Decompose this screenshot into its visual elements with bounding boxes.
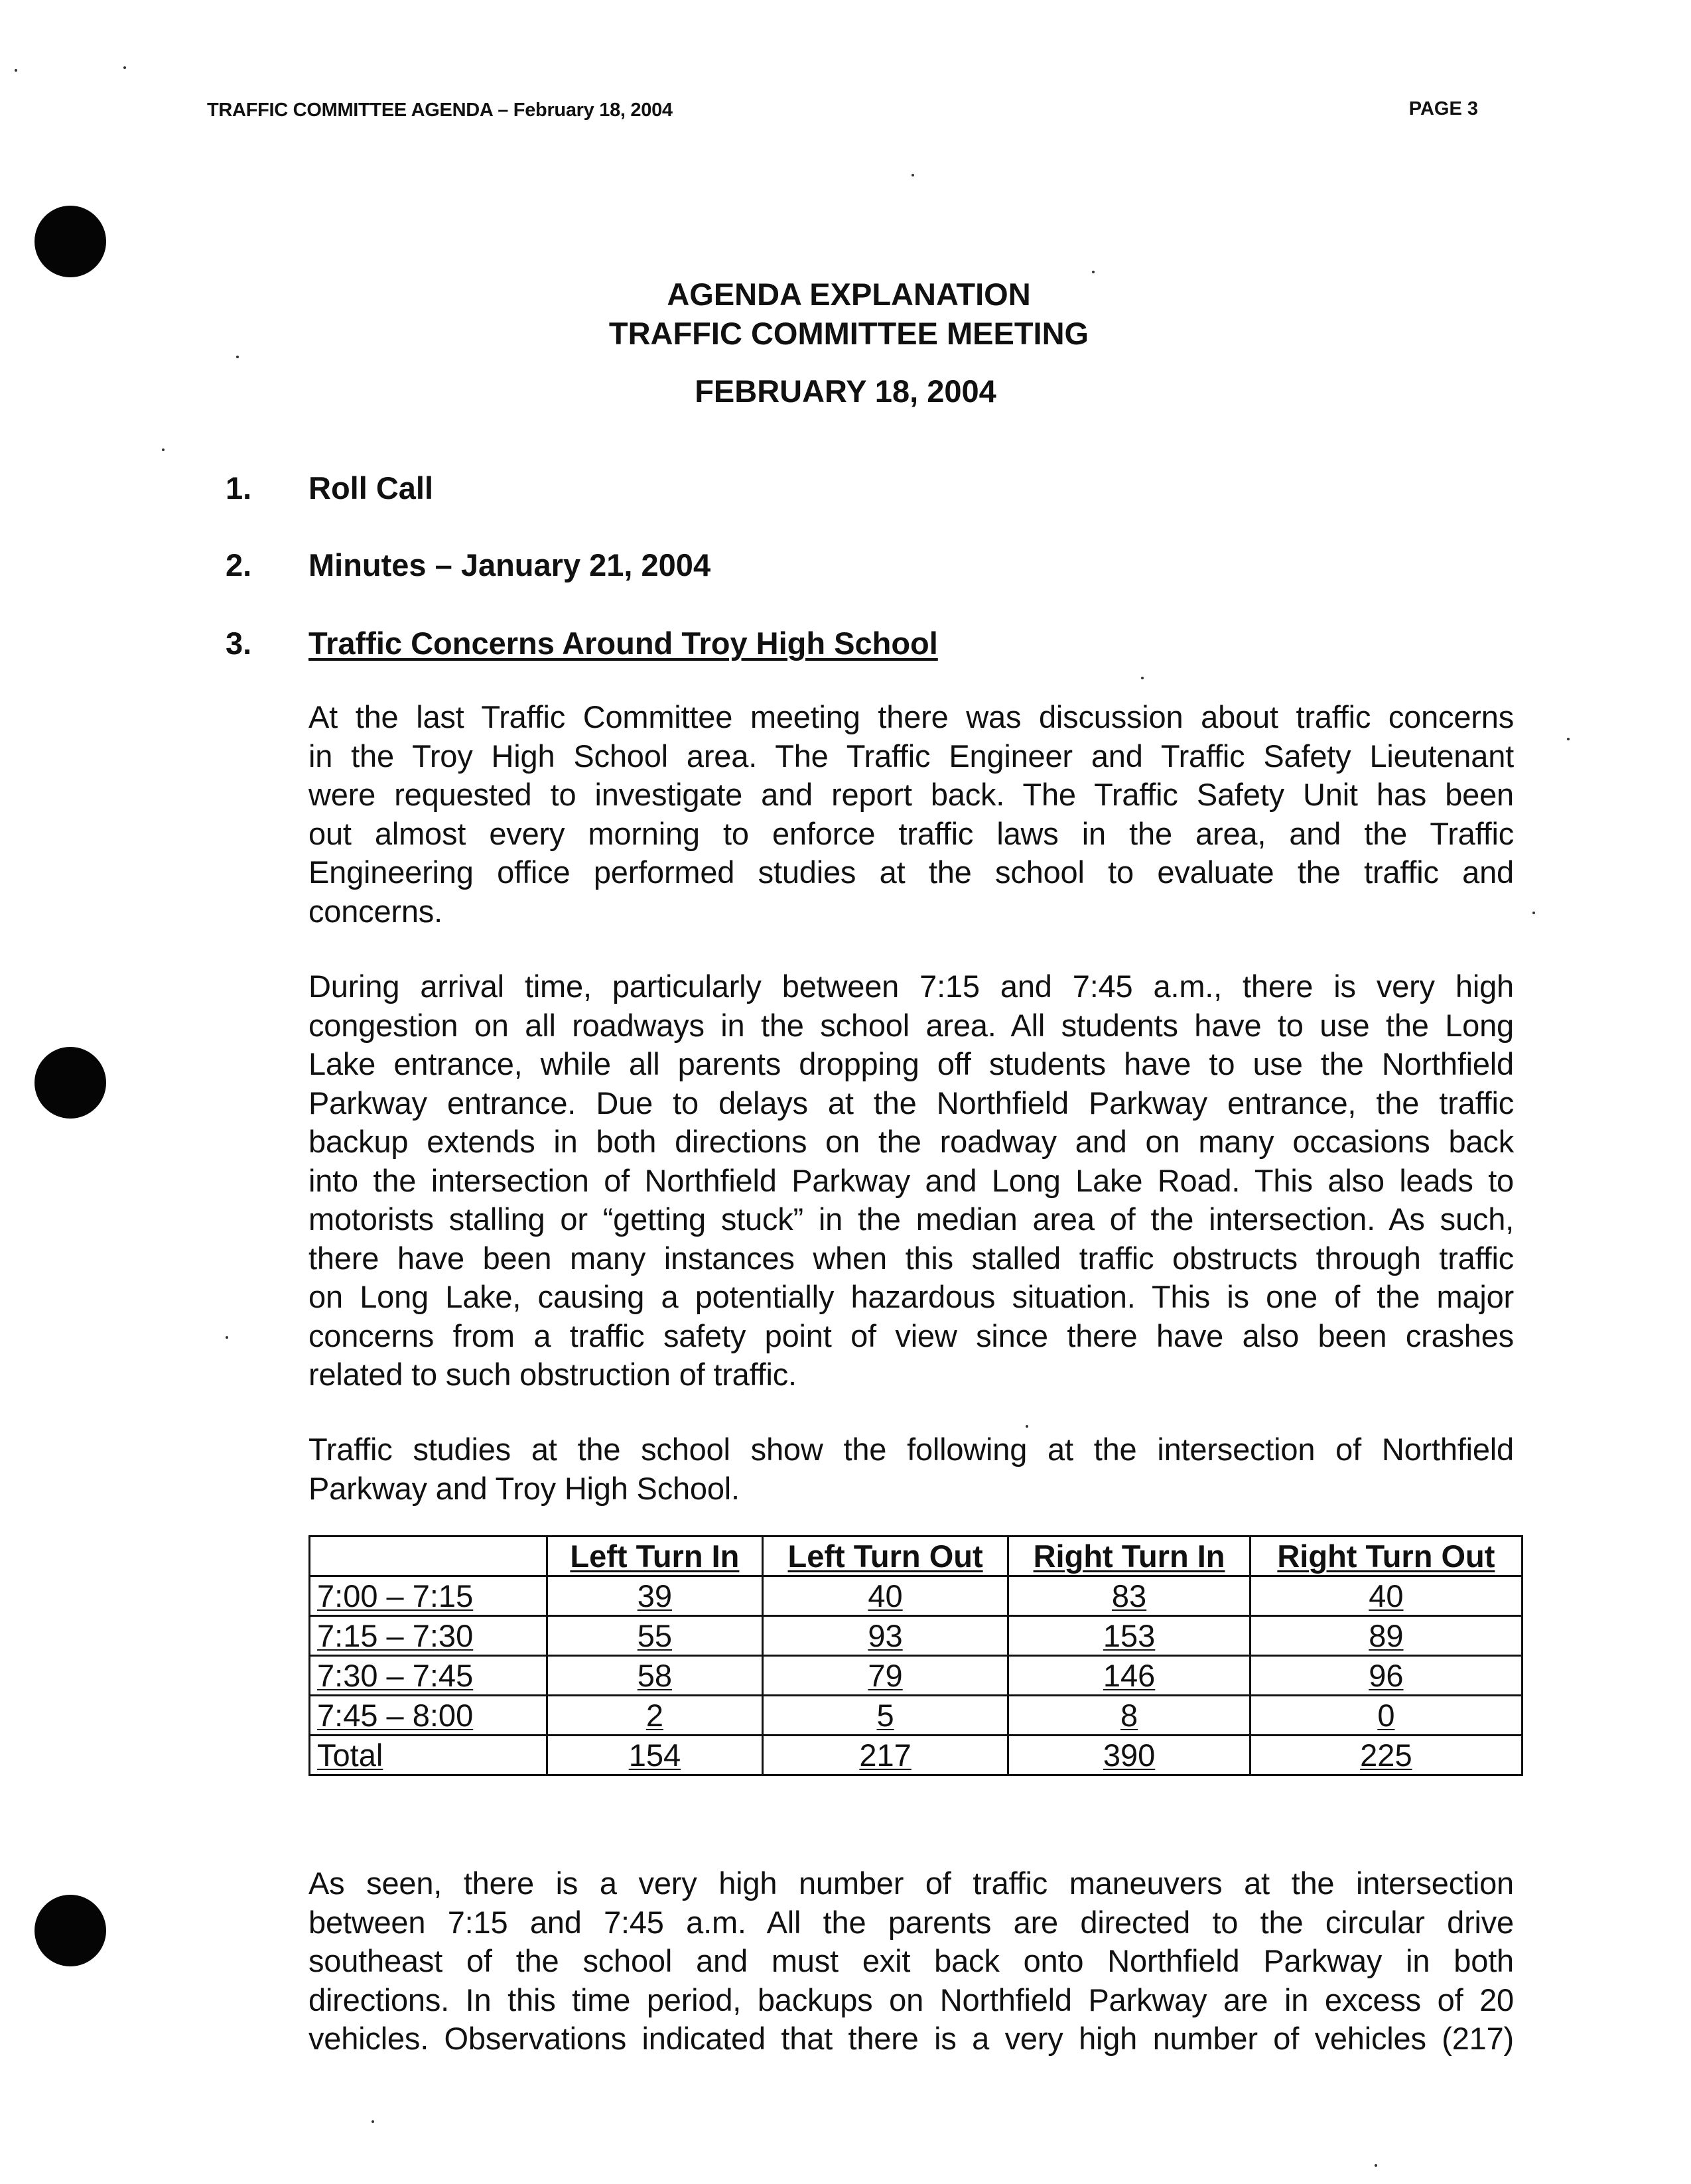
text-line: congestion on all roadways in the school area. All students have to use the Long: [308, 1007, 1514, 1043]
table-row: [310, 1696, 1522, 1736]
table-cell: 8: [1008, 1696, 1250, 1736]
text-line: concerns from a traffic safety point of view since there have also been crashes: [308, 1318, 1514, 1353]
text-line: Parkway entrance. Due to delays at the Northfield Parkway entrance, the traffic: [308, 1085, 1514, 1121]
text-line: on Long Lake, causing a potentially hazardous situation. This is one of the major: [308, 1279, 1514, 1314]
scan-speck: [912, 174, 914, 176]
text-line: As seen, there is a very high number of traffic maneuvers at the intersection: [308, 1866, 1514, 1901]
binder-hole-top: [34, 206, 106, 277]
paragraph-traffic-studies: [308, 1430, 1514, 1508]
item-number: 2.: [226, 547, 252, 582]
table-header-left-turn-out: Left Turn Out: [762, 1536, 1008, 1576]
table-header-blank: [310, 1536, 547, 1576]
item-label: Minutes – January 21, 2004: [308, 547, 711, 582]
paragraph-maneuvers: [308, 1864, 1514, 2059]
paragraph-investigation: [308, 698, 1514, 931]
scan-speck: [1567, 738, 1570, 740]
table-header-right-turn-in: Right Turn In: [1008, 1536, 1250, 1576]
text-line: At the last Traffic Committee meeting there was discussion about traffic concerns: [308, 699, 1514, 734]
running-header: TRAFFIC COMMITTEE AGENDA – February 18, 2004: [207, 100, 673, 121]
table-cell: 5: [762, 1696, 1008, 1736]
table-cell: 39: [547, 1576, 763, 1616]
binder-hole-middle: [34, 1047, 106, 1119]
table-cell: 225: [1250, 1736, 1522, 1775]
text-line: in the Troy High School area. The Traffic Engineer and Traffic Safety Lieutenant: [308, 738, 1514, 774]
table-header-left-turn-in: Left Turn In: [547, 1536, 763, 1576]
scan-speck: [1375, 2164, 1377, 2167]
item-number: 1.: [226, 470, 252, 506]
table-header-right-turn-out: Right Turn Out: [1250, 1536, 1522, 1576]
text-line: into the intersection of Northfield Parkway and Long Lake Road. This also leads to: [308, 1162, 1514, 1198]
paragraph-arrival-congestion: [308, 967, 1514, 1395]
table-cell: 55: [547, 1616, 763, 1656]
text-line: were requested to investigate and report back. The Traffic Safety Unit has been: [308, 777, 1514, 812]
title-line-1: AGENDA EXPLANATION: [667, 277, 1031, 312]
table-cell: 0: [1250, 1696, 1522, 1736]
scan-speck: [123, 66, 126, 69]
document-title: [0, 275, 1691, 353]
scan-speck: [226, 1336, 228, 1339]
table-cell: 217: [762, 1736, 1008, 1775]
scan-speck: [372, 2120, 374, 2123]
table-row: [310, 1616, 1522, 1656]
text-line: Lake entrance, while all parents dropping off students have to use the Northfield: [308, 1046, 1514, 1081]
table-cell-period: 7:30 – 7:45: [310, 1656, 547, 1696]
text-line: Traffic studies at the school show the following at the intersection of Northfield: [308, 1432, 1514, 1467]
table-cell: 96: [1250, 1656, 1522, 1696]
table-cell-period: 7:00 – 7:15: [310, 1576, 547, 1616]
item-label: Roll Call: [308, 470, 434, 506]
binder-hole-bottom: [34, 1895, 106, 1966]
table-cell: 390: [1008, 1736, 1250, 1775]
scan-speck: [236, 356, 239, 358]
text-line: concerns.: [308, 893, 442, 929]
text-line: Engineering office performed studies at the school to evaluate the traffic and: [308, 854, 1514, 890]
scan-speck: [1141, 677, 1144, 679]
table-cell: 93: [762, 1616, 1008, 1656]
text-line: During arrival time, particularly between 7:15 and 7:45 a.m., there is very high: [308, 969, 1514, 1004]
table-cell: 89: [1250, 1616, 1522, 1656]
meeting-date: FEBRUARY 18, 2004: [695, 374, 996, 409]
table-cell-period: 7:15 – 7:30: [310, 1616, 547, 1656]
text-line: motorists stalling or “getting stuck” in the median area of the intersection. As such,: [308, 1201, 1514, 1237]
item-label: Traffic Concerns Around Troy High School: [308, 626, 938, 661]
table-header-row: [310, 1536, 1522, 1576]
table-row: [310, 1656, 1522, 1696]
table-cell: 83: [1008, 1576, 1250, 1616]
text-line: vehicles. Observations indicated that there is a very high number of vehicles (217): [308, 2021, 1514, 2056]
scan-speck: [1026, 1425, 1028, 1428]
text-line: directions. In this time period, backups on Northfield Parkway are in excess of 20: [308, 1982, 1514, 2017]
item-number: 3.: [226, 626, 252, 661]
table-cell: 40: [1250, 1576, 1522, 1616]
scan-speck: [15, 69, 17, 72]
text-line: related to such obstruction of traffic.: [308, 1357, 797, 1392]
text-line: southeast of the school and must exit back onto Northfield Parkway in both: [308, 1943, 1514, 1978]
text-line: there have been many instances when this stalled traffic obstructs through traffic: [308, 1240, 1514, 1276]
table-cell: 153: [1008, 1616, 1250, 1656]
table-row-total: [310, 1736, 1522, 1775]
scan-speck: [162, 448, 165, 451]
table-cell: 154: [547, 1736, 763, 1775]
text-line: out almost every morning to enforce traffic laws in the area, and the Traffic: [308, 815, 1514, 851]
table-cell: 146: [1008, 1656, 1250, 1696]
text-line: between 7:15 and 7:45 a.m. All the parents are directed to the circular drive: [308, 1904, 1514, 1940]
table-cell-period: Total: [310, 1736, 547, 1775]
text-line: Parkway and Troy High School.: [308, 1470, 740, 1506]
table-cell: 58: [547, 1656, 763, 1696]
scan-speck: [1092, 271, 1095, 273]
table-cell: 2: [547, 1696, 763, 1736]
table-cell-period: 7:45 – 8:00: [310, 1696, 547, 1736]
page-number: PAGE 3: [1408, 98, 1478, 119]
table-cell: 79: [762, 1656, 1008, 1696]
traffic-count-table: [308, 1535, 1523, 1776]
title-line-2: TRAFFIC COMMITTEE MEETING: [608, 316, 1089, 351]
scan-speck: [1532, 912, 1535, 914]
table-cell: 40: [762, 1576, 1008, 1616]
table-row: [310, 1576, 1522, 1616]
text-line: backup extends in both directions on the roadway and on many occasions back: [308, 1124, 1514, 1159]
